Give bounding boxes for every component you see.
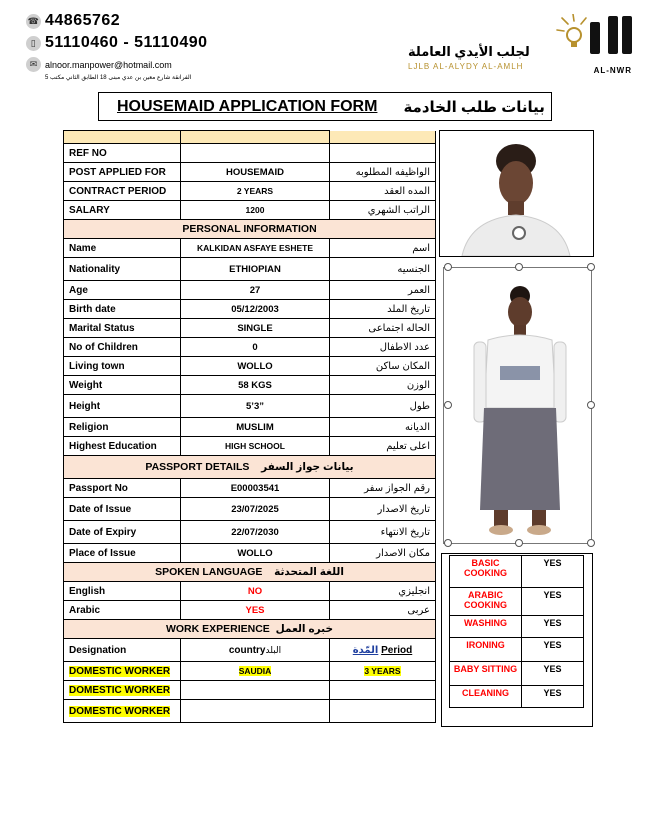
skill-row bbox=[450, 616, 584, 638]
logo-mark-text: النور bbox=[586, 61, 588, 62]
form-title-box bbox=[98, 92, 552, 121]
section-title-ar: اللغة المتحدثة bbox=[274, 566, 344, 578]
email-address[interactable]: alnoor.manpower@hotmail.com bbox=[45, 59, 172, 70]
field-label-ar: اسم bbox=[330, 239, 436, 258]
rotate-handle-icon[interactable] bbox=[512, 226, 526, 240]
country-value[interactable]: SAUDIA bbox=[238, 666, 272, 676]
field-label: Age bbox=[64, 281, 181, 300]
passport-section-header bbox=[64, 456, 436, 479]
form-title-english: HOUSEMAID APPLICATION FORM bbox=[117, 97, 378, 115]
resize-handle-ml[interactable] bbox=[444, 401, 452, 409]
field-label: Religion bbox=[64, 418, 181, 437]
field-value[interactable]: 0 bbox=[181, 338, 330, 357]
personal-row bbox=[64, 300, 436, 319]
passport-row bbox=[64, 498, 436, 521]
field-label: Name bbox=[64, 239, 181, 258]
skills-table bbox=[449, 555, 584, 708]
work-row bbox=[64, 681, 436, 700]
lamp-logo-icon bbox=[556, 14, 634, 64]
field-label: Living town bbox=[64, 357, 181, 376]
field-label: Weight bbox=[64, 376, 181, 395]
field-value[interactable]: NO bbox=[181, 582, 330, 601]
designation-value[interactable]: DOMESTIC WORKER bbox=[69, 705, 171, 717]
personal-row bbox=[64, 281, 436, 300]
contact-block bbox=[26, 12, 208, 81]
field-label-ar: الحاله اجتماعى bbox=[330, 319, 436, 338]
logo-subtitle: AL-NWR bbox=[593, 66, 632, 75]
logo-english-name: LJLB AL-ALYDY AL-AMLH bbox=[408, 62, 524, 71]
phone-number-2[interactable]: 51110460 - 51110490 bbox=[45, 34, 208, 51]
field-label-ar: انجليزي bbox=[330, 582, 436, 601]
field-value[interactable]: 22/07/2030 bbox=[181, 521, 330, 544]
full-body-photo-image bbox=[444, 268, 591, 543]
resize-handle-mr[interactable] bbox=[587, 401, 595, 409]
field-label: Passport No bbox=[64, 479, 181, 498]
application-form-table bbox=[63, 130, 436, 723]
section-title-ar: بيانات جواز السفر bbox=[261, 461, 354, 473]
field-label-ar: تاريخ الانتهاء bbox=[330, 521, 436, 544]
mail-icon: ✉ bbox=[26, 57, 41, 72]
field-label: Marital Status bbox=[64, 319, 181, 338]
skill-row bbox=[450, 686, 584, 708]
phone-row-2 bbox=[26, 34, 208, 52]
company-logo bbox=[408, 14, 638, 74]
field-label: Place of Issue bbox=[64, 544, 181, 563]
skill-value[interactable]: YES bbox=[522, 638, 584, 662]
country-value[interactable] bbox=[181, 681, 330, 700]
skill-name: CLEANING bbox=[450, 686, 522, 708]
period-header-ar: المّدة bbox=[352, 644, 379, 656]
field-value[interactable]: YES bbox=[181, 601, 330, 620]
designation-value[interactable]: DOMESTIC WORKER bbox=[69, 665, 171, 677]
field-label: POST APPLIED FOR bbox=[64, 163, 181, 182]
personal-row bbox=[64, 338, 436, 357]
country-value[interactable] bbox=[181, 700, 330, 723]
personal-row bbox=[64, 319, 436, 338]
field-value[interactable]: E00003541 bbox=[181, 479, 330, 498]
resize-handle-bc[interactable] bbox=[515, 539, 523, 547]
phone-row-1 bbox=[26, 12, 208, 30]
form-title-arabic: بيانات طلب الخادمة bbox=[403, 98, 545, 116]
skill-name: IRONING bbox=[450, 638, 522, 662]
field-label-ar: تاريخ الملد bbox=[330, 300, 436, 319]
personal-row bbox=[64, 437, 436, 456]
work-row bbox=[64, 700, 436, 723]
work-section-header bbox=[64, 620, 436, 639]
personal-row bbox=[64, 418, 436, 437]
field-value[interactable]: 5’3” bbox=[181, 395, 330, 418]
section-title: PERSONAL INFORMATION bbox=[64, 220, 436, 239]
skill-row bbox=[450, 638, 584, 662]
skill-row bbox=[450, 662, 584, 686]
resize-handle-tr[interactable] bbox=[587, 263, 595, 271]
skill-name: BABY SITTING bbox=[450, 662, 522, 686]
job-row bbox=[64, 182, 436, 201]
skill-name: BASIC COOKING bbox=[450, 556, 522, 588]
skill-value[interactable]: YES bbox=[522, 588, 584, 616]
skill-value[interactable]: YES bbox=[522, 686, 584, 708]
field-label-ar: مكان الاصدار bbox=[330, 544, 436, 563]
field-label: No of Children bbox=[64, 338, 181, 357]
email-row bbox=[26, 57, 208, 72]
resize-handle-bl[interactable] bbox=[444, 539, 452, 547]
field-label-ar: الراتب الشهري bbox=[330, 201, 436, 220]
period-value[interactable] bbox=[330, 681, 436, 700]
skill-row bbox=[450, 556, 584, 588]
section-title: PASSPORT DETAILS bbox=[145, 461, 250, 473]
field-value[interactable]: 05/12/2003 bbox=[181, 300, 330, 319]
field-value[interactable]: MUSLIM bbox=[181, 418, 330, 437]
field-label-ar: طول bbox=[330, 395, 436, 418]
field-value[interactable]: HOUSEMAID bbox=[181, 163, 330, 182]
personal-row bbox=[64, 357, 436, 376]
field-label: Highest Education bbox=[64, 437, 181, 456]
phone-icon: ☎ bbox=[26, 14, 41, 29]
designation-value[interactable]: DOMESTIC WORKER bbox=[69, 684, 171, 696]
field-label-ar: عدد الاطفال bbox=[330, 338, 436, 357]
skill-value[interactable]: YES bbox=[522, 616, 584, 638]
field-label: CONTRACT PERIOD bbox=[64, 182, 181, 201]
mobile-icon: ▯ bbox=[26, 36, 41, 51]
personal-row bbox=[64, 258, 436, 281]
field-label-ar: العمر bbox=[330, 281, 436, 300]
field-label-ar: الديانه bbox=[330, 418, 436, 437]
skill-value[interactable]: YES bbox=[522, 662, 584, 686]
field-value[interactable]: WOLLO bbox=[181, 544, 330, 563]
field-label-ar: تاريخ الاصدار bbox=[330, 498, 436, 521]
field-value[interactable]: WOLLO bbox=[181, 357, 330, 376]
skill-name: WASHING bbox=[450, 616, 522, 638]
field-label: SALARY bbox=[64, 201, 181, 220]
field-value[interactable]: 1200 bbox=[181, 201, 330, 220]
field-value[interactable]: KALKIDAN ASFAYE ESHETE bbox=[181, 239, 330, 258]
field-label: English bbox=[64, 582, 181, 601]
section-title: SPOKEN LANGUAGE bbox=[155, 566, 263, 578]
country-header: country bbox=[228, 644, 266, 656]
resize-handle-br[interactable] bbox=[587, 539, 595, 547]
field-label-ar: الوزن bbox=[330, 376, 436, 395]
country-header-ar: البلد bbox=[265, 644, 282, 655]
field-label: Height bbox=[64, 395, 181, 418]
personal-row bbox=[64, 395, 436, 418]
field-label-ar bbox=[330, 144, 436, 163]
section-title-ar: خبره العمل bbox=[275, 623, 334, 635]
field-label-ar: الواظيفه المطلوبه bbox=[330, 163, 436, 182]
personal-row bbox=[64, 376, 436, 395]
skill-value[interactable]: YES bbox=[522, 556, 584, 588]
field-label-ar: رقم الجواز سفر bbox=[330, 479, 436, 498]
language-section-header bbox=[64, 563, 436, 582]
field-value[interactable]: 27 bbox=[181, 281, 330, 300]
full-body-photo[interactable] bbox=[443, 267, 592, 544]
field-value[interactable]: HIGH SCHOOL bbox=[181, 437, 330, 456]
period-value[interactable]: 3 YEARS bbox=[364, 666, 401, 676]
passport-row bbox=[64, 479, 436, 498]
work-columns-row bbox=[64, 639, 436, 662]
personal-section-header bbox=[64, 220, 436, 239]
period-value[interactable] bbox=[330, 700, 436, 723]
period-header: Period bbox=[381, 644, 413, 656]
resize-handle-tl[interactable] bbox=[444, 263, 452, 271]
passport-row bbox=[64, 521, 436, 544]
field-label: Arabic bbox=[64, 601, 181, 620]
field-label-ar: اعلى تعليم bbox=[330, 437, 436, 456]
field-label: Date of Expiry bbox=[64, 521, 181, 544]
field-label: Birth date bbox=[64, 300, 181, 319]
field-label-ar: المكان ساكن bbox=[330, 357, 436, 376]
field-label: REF NO bbox=[64, 144, 181, 163]
office-address: الفرانقة شارع معين بن عدي مبنى 18 الطابق الثاني مكتب 5 bbox=[45, 75, 192, 81]
field-label-ar: عربى bbox=[330, 601, 436, 620]
job-row bbox=[64, 144, 436, 163]
field-value[interactable]: 23/07/2025 bbox=[181, 498, 330, 521]
logo-arabic-name: لجلب الأيدي العاملة bbox=[408, 44, 530, 59]
section-title: WORK EXPERIENCE bbox=[165, 623, 270, 635]
job-row bbox=[64, 163, 436, 182]
field-label: Date of Issue bbox=[64, 498, 181, 521]
personal-row bbox=[64, 239, 436, 258]
field-value[interactable]: SINGLE bbox=[181, 319, 330, 338]
skill-row bbox=[450, 588, 584, 616]
field-label-ar: المده العقد bbox=[330, 182, 436, 201]
field-label: Nationality bbox=[64, 258, 181, 281]
field-value[interactable]: ETHIOPIAN bbox=[181, 258, 330, 281]
skill-name: ARABIC COOKING bbox=[450, 588, 522, 616]
job-row bbox=[64, 201, 436, 220]
field-value[interactable] bbox=[181, 144, 330, 163]
field-label-ar: الجنسيه bbox=[330, 258, 436, 281]
passport-row bbox=[64, 544, 436, 563]
top-bar-row bbox=[64, 131, 436, 144]
resize-handle-tc[interactable] bbox=[515, 263, 523, 271]
language-row bbox=[64, 601, 436, 620]
designation-header: Designation bbox=[64, 639, 181, 662]
phone-number-1[interactable]: 44865762 bbox=[45, 12, 121, 29]
work-row bbox=[64, 662, 436, 681]
field-value[interactable]: 2 YEARS bbox=[181, 182, 330, 201]
language-row bbox=[64, 582, 436, 601]
field-value[interactable]: 58 KGS bbox=[181, 376, 330, 395]
